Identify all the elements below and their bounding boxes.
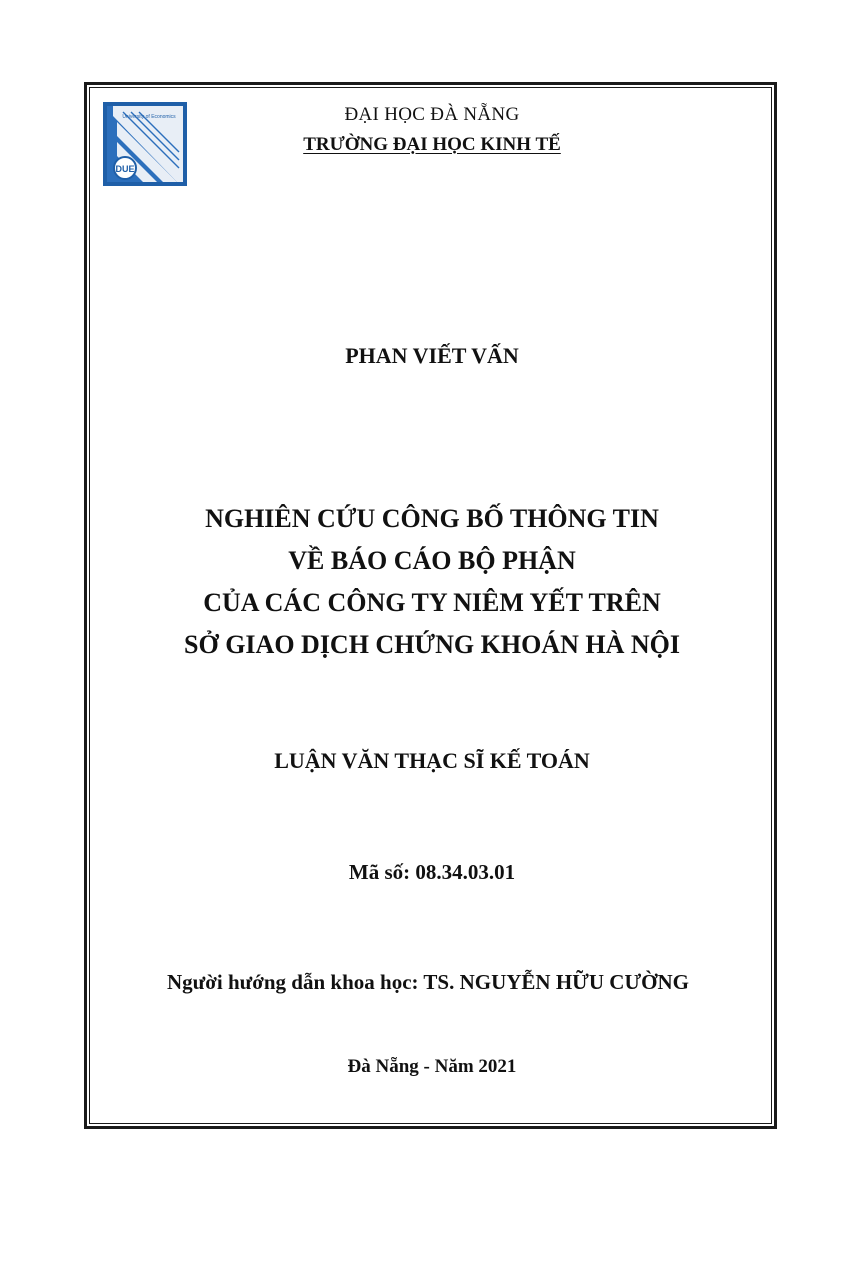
thesis-title: [0, 498, 864, 666]
school-name: TRƯỜNG ĐẠI HỌC KINH TẾ: [303, 134, 561, 155]
title-line: SỞ GIAO DỊCH CHỨNG KHOÁN HÀ NỘI: [184, 630, 680, 659]
advisor: Người hướng dẫn khoa học: TS. NGUYỄN HỮU CƯỜNG: [166, 970, 690, 994]
degree-type: LUẬN VĂN THẠC SĨ KẾ TOÁN: [274, 748, 590, 773]
program-code: Mã số: 08.34.03.01: [348, 860, 516, 884]
author-name: PHAN VIẾT VẤN: [345, 343, 519, 368]
place-year: Đà Nẵng - Năm 2021: [347, 1056, 517, 1077]
logo-text: University of Economics: [122, 114, 176, 120]
title-line: CỦA CÁC CÔNG TY NIÊM YẾT TRÊN: [203, 588, 661, 617]
university-name: ĐẠI HỌC ĐÀ NẴNG: [344, 104, 520, 125]
title-line: NGHIÊN CỨU CÔNG BỐ THÔNG TIN: [205, 504, 659, 533]
logo-mark: DUE: [115, 164, 135, 174]
title-line: VỀ BÁO CÁO BỘ PHẬN: [288, 546, 576, 575]
